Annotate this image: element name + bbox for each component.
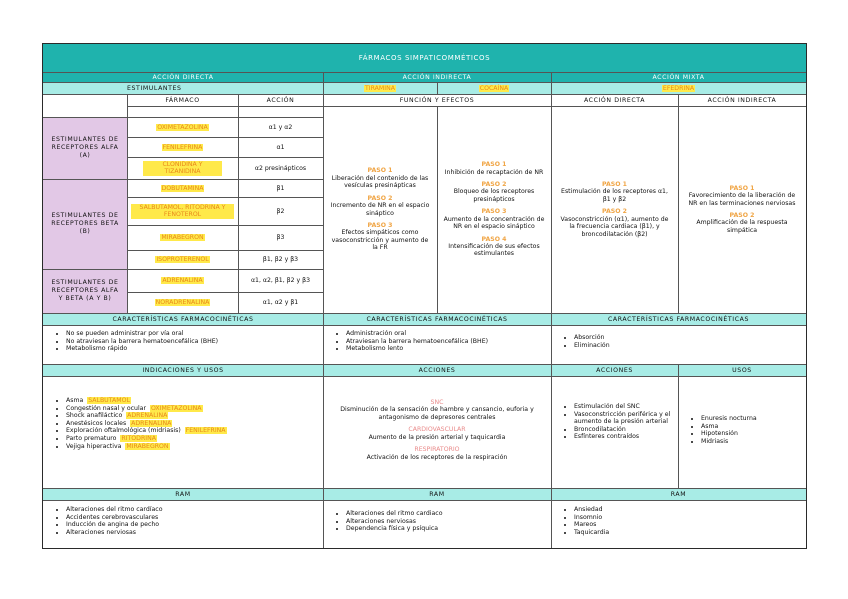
indication-drug: FENILEFRINA: [185, 427, 226, 435]
grid-line: [43, 325, 806, 326]
step-text: Estimulación de los receptores α1, β1 y β2: [561, 188, 668, 203]
grid-line: [437, 106, 438, 313]
drug-action: β3: [276, 234, 285, 241]
ram-indirect-list: [333, 510, 549, 533]
step-label: PASO 3: [481, 208, 507, 216]
grid-line: [43, 313, 806, 314]
tiramina-steps: [325, 106, 435, 313]
list-item: • Inducción de angina de pecho: [66, 521, 321, 529]
indication-drug: ADRENALINA: [127, 412, 168, 420]
group-alfa: ESTIMULANTES DE RECEPTORES ALFA (Α): [43, 117, 127, 179]
indicaciones-list: [53, 397, 321, 450]
drug-name-cell: [127, 269, 238, 292]
header-accion: ACCIÓN: [266, 96, 295, 104]
sub-efedrina: [551, 82, 806, 94]
header-farmaco: FÁRMACO: [165, 96, 200, 104]
indication-text: Vejiga hiperactiva: [66, 442, 122, 450]
grid-line: [127, 197, 323, 198]
efedrina-indirect-steps: [680, 106, 804, 313]
drug-name-cell: [127, 117, 238, 137]
list-item: • Alteraciones nerviosas: [346, 518, 549, 526]
group-alfabeta: ESTIMULANTES DE RECEPTORES ALFA Y BETA (Α Y Β): [43, 269, 127, 313]
list-item: • No se pueden administrar por vía oral: [66, 330, 321, 338]
list-item: • Administración oral: [346, 330, 549, 338]
pk-indirect-list: [333, 330, 549, 353]
grid-line: [127, 157, 323, 158]
grid-line: [43, 376, 806, 377]
grid-line: [43, 82, 806, 83]
drug-name-cell: [127, 197, 238, 225]
ram-header-indirect: RAM: [323, 488, 551, 500]
indication-drug: SALBUTAMOL: [88, 397, 130, 404]
list-item: • Absorción: [574, 334, 801, 342]
list-item: • Estimulación del SNC: [574, 403, 676, 411]
grid-line: [43, 488, 806, 489]
list-item: • Alteraciones del ritmo cardíaco: [66, 506, 321, 514]
acciones-indirect: [325, 378, 549, 482]
grid-line: [127, 250, 323, 251]
list-item: • Broncodilatación: [574, 426, 676, 434]
grid-line: [127, 106, 806, 107]
list-item: • Midriasis: [701, 438, 803, 446]
grid-line: [43, 117, 323, 118]
list-item: • Taquicardia: [574, 529, 801, 537]
step-text: Inhibición de recaptación de NR: [444, 168, 544, 176]
drug-action: α1 y α2: [268, 123, 293, 131]
usos-mixed-list: [688, 415, 803, 445]
drug-name-cell: [127, 179, 238, 197]
step-text: Amplificación de la respuesta simpática: [696, 219, 788, 234]
step-label: PASO 2: [367, 194, 393, 202]
drug-action: β1: [276, 184, 285, 192]
drug-action: α1: [276, 143, 285, 151]
list-item: • Eliminación: [574, 342, 801, 350]
drug-action: β2: [276, 207, 285, 215]
pk-header-direct: CARACTERÍSTICAS FARMACOCINÉTICAS: [43, 313, 323, 325]
drug-name-cell: [127, 250, 238, 269]
list-item: [66, 397, 321, 405]
acciones-header: ACCIONES: [323, 364, 551, 376]
list-item: [66, 435, 321, 443]
drug-action: α1, α2, β1, β2 y β3: [250, 277, 311, 284]
acciones-mixed-header: ACCIONES: [551, 364, 678, 376]
grid-line: [43, 269, 323, 270]
drug-name: CLONIDINA Y TIZANIDINA: [143, 161, 222, 176]
accion-heading: CARDIOVASCULAR: [408, 426, 466, 434]
accion-text: Activación de los receptores de la respiración: [366, 453, 508, 461]
indication-text: Parto prematuro: [66, 434, 117, 442]
step-text: Efectos simpáticos como vasoconstricción y aumento de la FR: [331, 229, 429, 252]
list-item: • Accidentes cerebrovasculares: [66, 514, 321, 522]
accion-text: Disminución de la sensación de hambre y cansancio, euforia y antagonismo de depresores centrales: [340, 406, 534, 421]
grid-line: [127, 137, 323, 138]
grid-line: [43, 179, 323, 180]
drug-name-cell: [127, 225, 238, 250]
efedrina-label: EFEDRINA: [662, 84, 695, 92]
list-item: [66, 412, 321, 420]
list-item: [66, 427, 321, 435]
grid-line: [127, 292, 323, 293]
grid-line: [43, 364, 806, 365]
list-item: • Enuresis nocturna: [701, 415, 803, 423]
pk-header-mixed: CARACTERÍSTICAS FARMACOCINÉTICAS: [551, 313, 806, 325]
header-mixed-direct: ACCIÓN DIRECTA: [583, 96, 646, 104]
list-item: • Vasoconstricción periférica y el aumento de la presión arterial: [574, 411, 676, 426]
ram-mixed-list: [561, 506, 801, 536]
drug-action: β1, β2 y β3: [262, 256, 299, 263]
grid-line: [551, 72, 552, 548]
grid-line: [437, 82, 438, 94]
accion-heading: SNC: [430, 399, 444, 407]
step-label: PASO 1: [367, 167, 393, 175]
accion-text: Aumento de la presión arterial y taquicardia: [368, 433, 506, 441]
header-funcion: FUNCIÓN Y EFECTOS: [399, 96, 475, 104]
grid-line: [43, 72, 806, 73]
step-text: Aumento de la concentración de NR en el espacio sináptico: [443, 215, 545, 231]
list-item: • Alteraciones nerviosas: [66, 529, 321, 537]
step-text: Intensificación de sus efectos estimulantes: [448, 242, 540, 258]
ram-header-mixed: RAM: [551, 488, 806, 500]
list-item: • Alteraciones del ritmo cardiaco: [346, 510, 549, 518]
indication-text: Exploración oftalmológica (midriasis): [66, 427, 181, 435]
indication-drug: RITODRINA: [121, 434, 156, 442]
section-direct: ACCIÓN DIRECTA: [43, 72, 323, 82]
sub-estimulantes: ESTIMULANTES: [43, 82, 323, 94]
grid-line: [678, 94, 679, 313]
list-item: • Asma: [701, 423, 803, 431]
step-text: Bloqueo de los receptores presinápticos: [453, 188, 535, 203]
efedrina-direct-steps: [553, 106, 676, 313]
list-item: • Atraviesan la barrera hematoencefálica (BHE): [346, 338, 549, 346]
table-title: FÁRMACOS SIMPATICOMMÉTICOS: [43, 44, 806, 72]
accion-heading: RESPIRATORIO: [414, 446, 460, 454]
usos-header: USOS: [678, 364, 806, 376]
step-label: PASO 3: [367, 221, 393, 229]
ram-direct-list: [53, 506, 321, 536]
list-item: • Esfínteres contraídos: [574, 433, 676, 441]
grid-line: [323, 72, 324, 548]
indication-drug: OXIMETAZOLINA: [150, 404, 202, 412]
pk-direct-list: [53, 330, 321, 353]
section-mixed: ACCIÓN MIXTA: [551, 72, 806, 82]
pk-header-indirect: CARACTERÍSTICAS FARMACOCINÉTICAS: [323, 313, 551, 325]
drug-name: ISOPROTERENOL: [156, 256, 209, 263]
step-label: PASO 1: [481, 161, 507, 169]
ram-header-direct: RAM: [43, 488, 323, 500]
header-mixed-indirect: ACCIÓN INDIRECTA: [707, 96, 777, 104]
cocaina-label: COCAÍNA: [479, 84, 509, 92]
list-item: [66, 443, 321, 451]
list-item: • Mareos: [574, 521, 801, 529]
step-text: Vasoconstricción (α1), aumento de la frecuencia cardiaca (β1), y broncodilatación (β2): [560, 215, 669, 238]
acciones-mixed-list: [561, 403, 676, 441]
pharmacology-table: [42, 43, 807, 549]
indication-text: Shock anafiláctico: [66, 412, 123, 420]
drug-name: NORADRENALINA: [155, 299, 210, 306]
cocaina-steps: [439, 106, 549, 313]
list-item: • Insomnio: [574, 514, 801, 522]
grid-line: [127, 225, 323, 226]
drug-name: SALBUTAMOL, RITODRINA Y FENOTEROL: [131, 204, 234, 219]
step-label: PASO 2: [481, 181, 507, 189]
grid-line: [43, 500, 806, 501]
list-item: • Hipotensión: [701, 430, 803, 438]
list-item: • Metabolismo lento: [346, 345, 549, 353]
step-label: PASO 1: [602, 181, 627, 189]
sub-tiramina: [323, 82, 437, 94]
drug-action: α2 presinápticos: [254, 164, 307, 172]
section-indirect: ACCIÓN INDIRECTA: [323, 72, 551, 82]
indication-drug: ADRENALINA: [131, 419, 172, 427]
list-item: • Ansiedad: [574, 506, 801, 514]
step-text: Favorecimiento de la liberación de NR en las terminaciones nerviosas: [688, 192, 796, 207]
sub-cocaina: [437, 82, 551, 94]
drug-name: MIRABEGRON: [161, 234, 204, 241]
drug-name: FENILEFRINA: [162, 143, 203, 151]
drug-name: DOBUTAMINA: [161, 184, 204, 192]
grid-line: [678, 364, 679, 488]
indication-drug: MIRABEGRON: [126, 442, 169, 450]
step-text: Liberación del contenido de las vesículas presinápticas: [331, 174, 429, 190]
step-label: PASO 2: [602, 208, 627, 216]
list-item: • Dependencia física y psíquica: [346, 525, 549, 533]
drug-name: ADRENALINA: [162, 277, 203, 284]
step-label: PASO 4: [481, 235, 507, 243]
group-beta: ESTIMULANTES DE RECEPTORES BETA (Β): [43, 179, 127, 269]
list-item: • No atraviesan la barrera hematoencefálica (BHE): [66, 338, 321, 346]
indication-text: Anestésicos locales: [66, 419, 127, 427]
step-label: PASO 1: [729, 184, 755, 192]
grid-line: [238, 94, 239, 313]
grid-line: [127, 94, 128, 313]
grid-line: [43, 94, 806, 95]
drug-name-cell: [127, 137, 238, 157]
indicaciones-header: INDICACIONES Y USOS: [43, 364, 323, 376]
drug-action: α1, α2 y β1: [262, 299, 299, 306]
step-label: PASO 2: [729, 212, 755, 219]
drug-name-cell: [127, 157, 238, 179]
drug-name-cell: [127, 292, 238, 313]
step-text: Incremento de NR en el espacio sináptico: [330, 202, 430, 217]
list-item: • Metabolismo rápido: [66, 345, 321, 353]
drug-name: OXIMETAZOLINA: [157, 123, 208, 131]
indication-text: Congestión nasal y ocular: [66, 404, 147, 412]
indication-text: Asma: [66, 397, 84, 404]
tiramina-label: TIRAMINA: [365, 84, 395, 92]
pk-mixed-list: [561, 334, 801, 349]
